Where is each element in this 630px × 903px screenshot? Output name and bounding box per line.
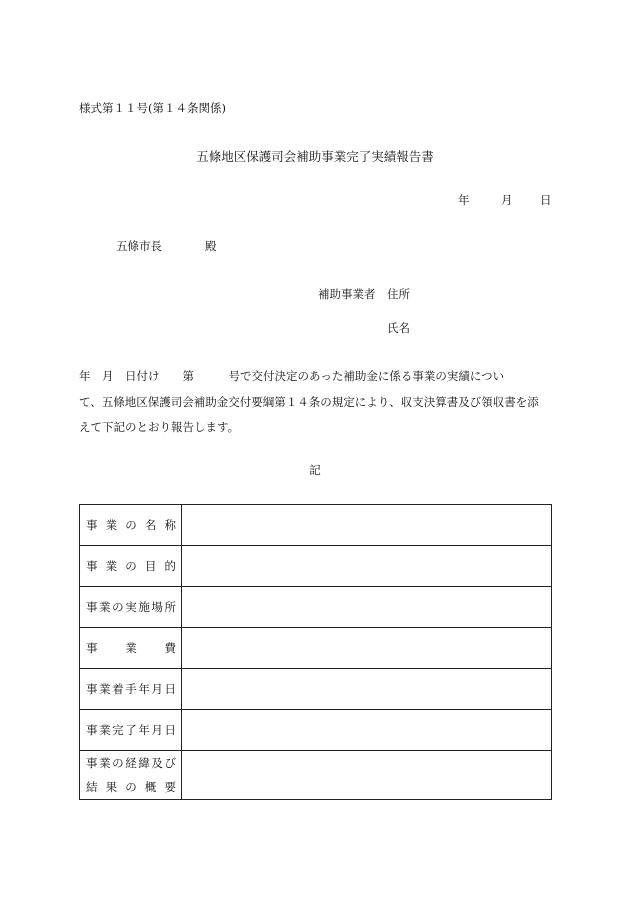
row-label-text: 結 果 の 概 要 — [86, 780, 176, 794]
row-label-cell — [80, 669, 182, 710]
row-label-text: 事 業 の 名 称 — [86, 518, 176, 532]
table-row — [80, 669, 552, 710]
row-label-text: 事 業 の 実 施 場 所 — [86, 600, 176, 614]
row-label-cell — [80, 505, 182, 546]
row-label-cell — [80, 628, 182, 669]
table-row — [80, 587, 552, 628]
body-text-line: て、五條地区保護司会補助金交付要綱第１４条の規定により、収支決算書及び領収書を添 — [79, 395, 539, 409]
detail-table-body — [80, 505, 552, 800]
ki-heading: 記 — [309, 463, 321, 477]
row-label-text: 事 業 費 — [86, 641, 176, 655]
detail-table — [79, 504, 552, 800]
address-label: 住所 — [387, 287, 410, 301]
row-label-cell — [80, 587, 182, 628]
row-label-text: 事 業 完 了 年 月 日 — [86, 723, 176, 737]
row-value-cell[interactable] — [182, 751, 552, 800]
row-value-cell[interactable] — [182, 546, 552, 587]
date-day-label: 日 — [540, 193, 552, 207]
date-month-label: 月 — [501, 193, 513, 207]
table-row — [80, 751, 552, 800]
row-value-cell[interactable] — [182, 587, 552, 628]
row-value-cell[interactable] — [182, 628, 552, 669]
row-value-cell[interactable] — [182, 669, 552, 710]
row-label-text: 事 業 の 目 的 — [86, 559, 176, 573]
table-row — [80, 628, 552, 669]
recipient-honorific: 殿 — [205, 239, 217, 253]
body-text-line: えて下記のとおり報告します。 — [79, 420, 240, 434]
table-row — [80, 546, 552, 587]
form-number: 様式第１１号(第１４条関係) — [79, 101, 226, 115]
body-text-line: 年 月 日付け 第 号で交付決定のあった補助金に係る事業の実績につい — [79, 369, 505, 383]
row-label-cell — [80, 751, 182, 800]
applicant-label: 補助事業者 — [318, 287, 376, 301]
row-label-cell — [80, 546, 182, 587]
table-row — [80, 505, 552, 546]
row-label-cell — [80, 710, 182, 751]
recipient-name: 五條市長 — [116, 239, 162, 253]
name-label: 氏名 — [387, 321, 410, 335]
row-label-text: 事 業 着 手 年 月 日 — [86, 682, 176, 696]
table-row — [80, 710, 552, 751]
date-year-label: 年 — [458, 193, 470, 207]
row-value-cell[interactable] — [182, 710, 552, 751]
document-title: 五條地区保護司会補助事業完了実績報告書 — [196, 149, 434, 164]
row-label-text: 事 業 の 経 緯 及 び — [86, 756, 176, 770]
row-value-cell[interactable] — [182, 505, 552, 546]
